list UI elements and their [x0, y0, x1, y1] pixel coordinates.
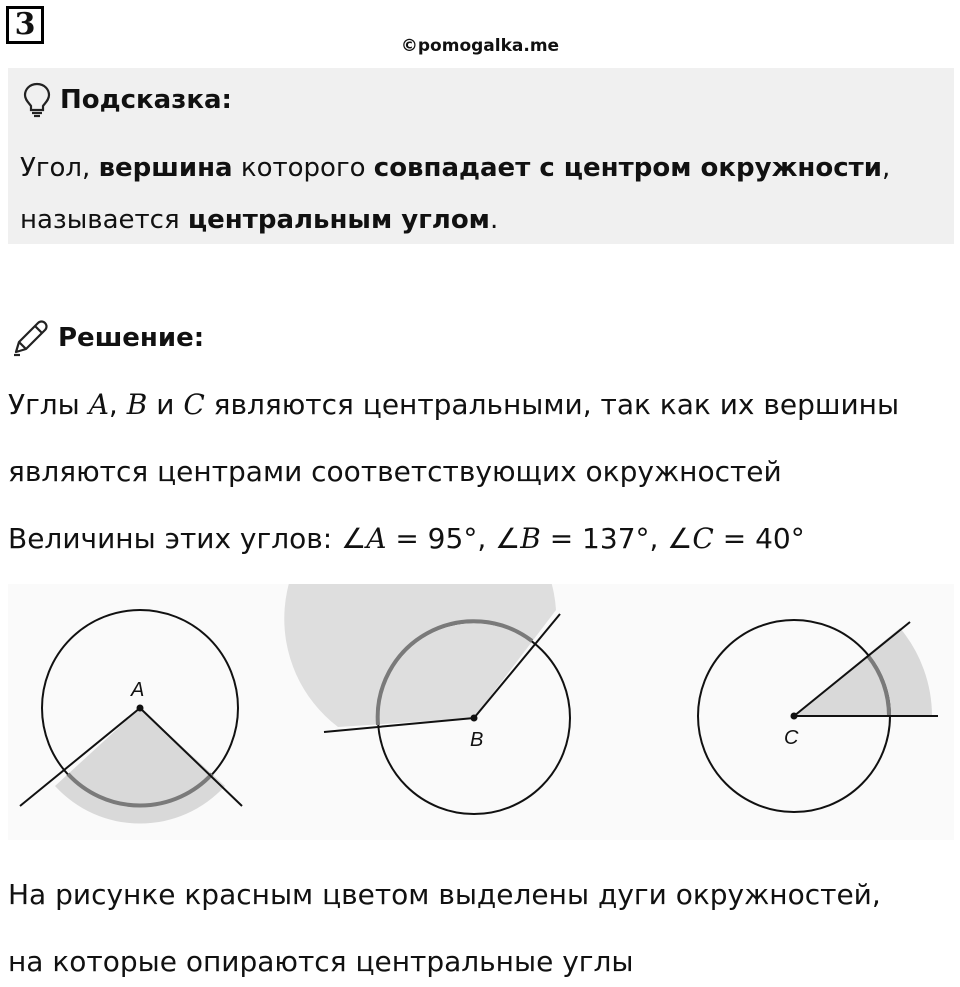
hint-header — [22, 82, 232, 118]
lightbulb-icon — [22, 82, 52, 118]
angle-name-b: B — [126, 388, 148, 421]
solution-title: Решение: — [58, 323, 205, 353]
angle-name-c: C — [692, 522, 714, 555]
text-part: Углы — [8, 388, 89, 421]
hint-text-part: . — [489, 205, 499, 235]
angle-name-b: B — [520, 522, 541, 555]
label-c: C — [784, 727, 799, 749]
hint-text-part: , — [881, 153, 891, 183]
solution-line-5: на которые опираются центральные углы — [8, 945, 634, 978]
hint-bold-vertex: вершина — [98, 153, 233, 183]
vertex-c — [791, 713, 798, 720]
text-part: , — [108, 388, 127, 421]
figures — [8, 584, 954, 840]
hint-text — [20, 142, 950, 246]
angle-name-a: A — [88, 388, 109, 421]
angle-value-c: = 40° — [713, 522, 805, 555]
solution-line-4: На рисунке красным цветом выделены дуги окружностей, — [8, 878, 881, 911]
vertex-b — [471, 715, 478, 722]
angle-name-c: C — [183, 388, 205, 421]
hint-text-part: называется — [20, 205, 188, 235]
label-a: A — [131, 679, 145, 701]
solution-header — [10, 318, 204, 358]
solution-line-1 — [8, 388, 899, 421]
angle-name-a: A — [366, 522, 387, 555]
solution-line-3 — [8, 522, 805, 555]
watermark: ©pomogalka.me — [400, 36, 560, 56]
task-number: 3 — [6, 6, 44, 44]
solution-line-2: являются центрами соответствующих окружностей — [8, 455, 782, 488]
hint-text-part: Угол, — [20, 153, 99, 183]
text-part: Величины этих углов: ∠ — [8, 522, 367, 555]
angle-value-b: = 137°, ∠ — [540, 522, 693, 555]
hint-bold-center: совпадает с центром окружности — [373, 153, 882, 183]
label-b: B — [470, 729, 484, 751]
hint-bold-central-angle: центральным углом — [187, 205, 490, 235]
pencil-icon — [10, 318, 50, 358]
hint-text-part: которого — [232, 153, 374, 183]
text-part: и — [147, 388, 184, 421]
hint-title: Подсказка: — [60, 85, 232, 115]
text-part: являются центральными, так как их вершины — [204, 388, 900, 421]
hint-box — [8, 68, 954, 244]
angle-value-a: = 95°, ∠ — [386, 522, 521, 555]
vertex-a — [137, 705, 144, 712]
